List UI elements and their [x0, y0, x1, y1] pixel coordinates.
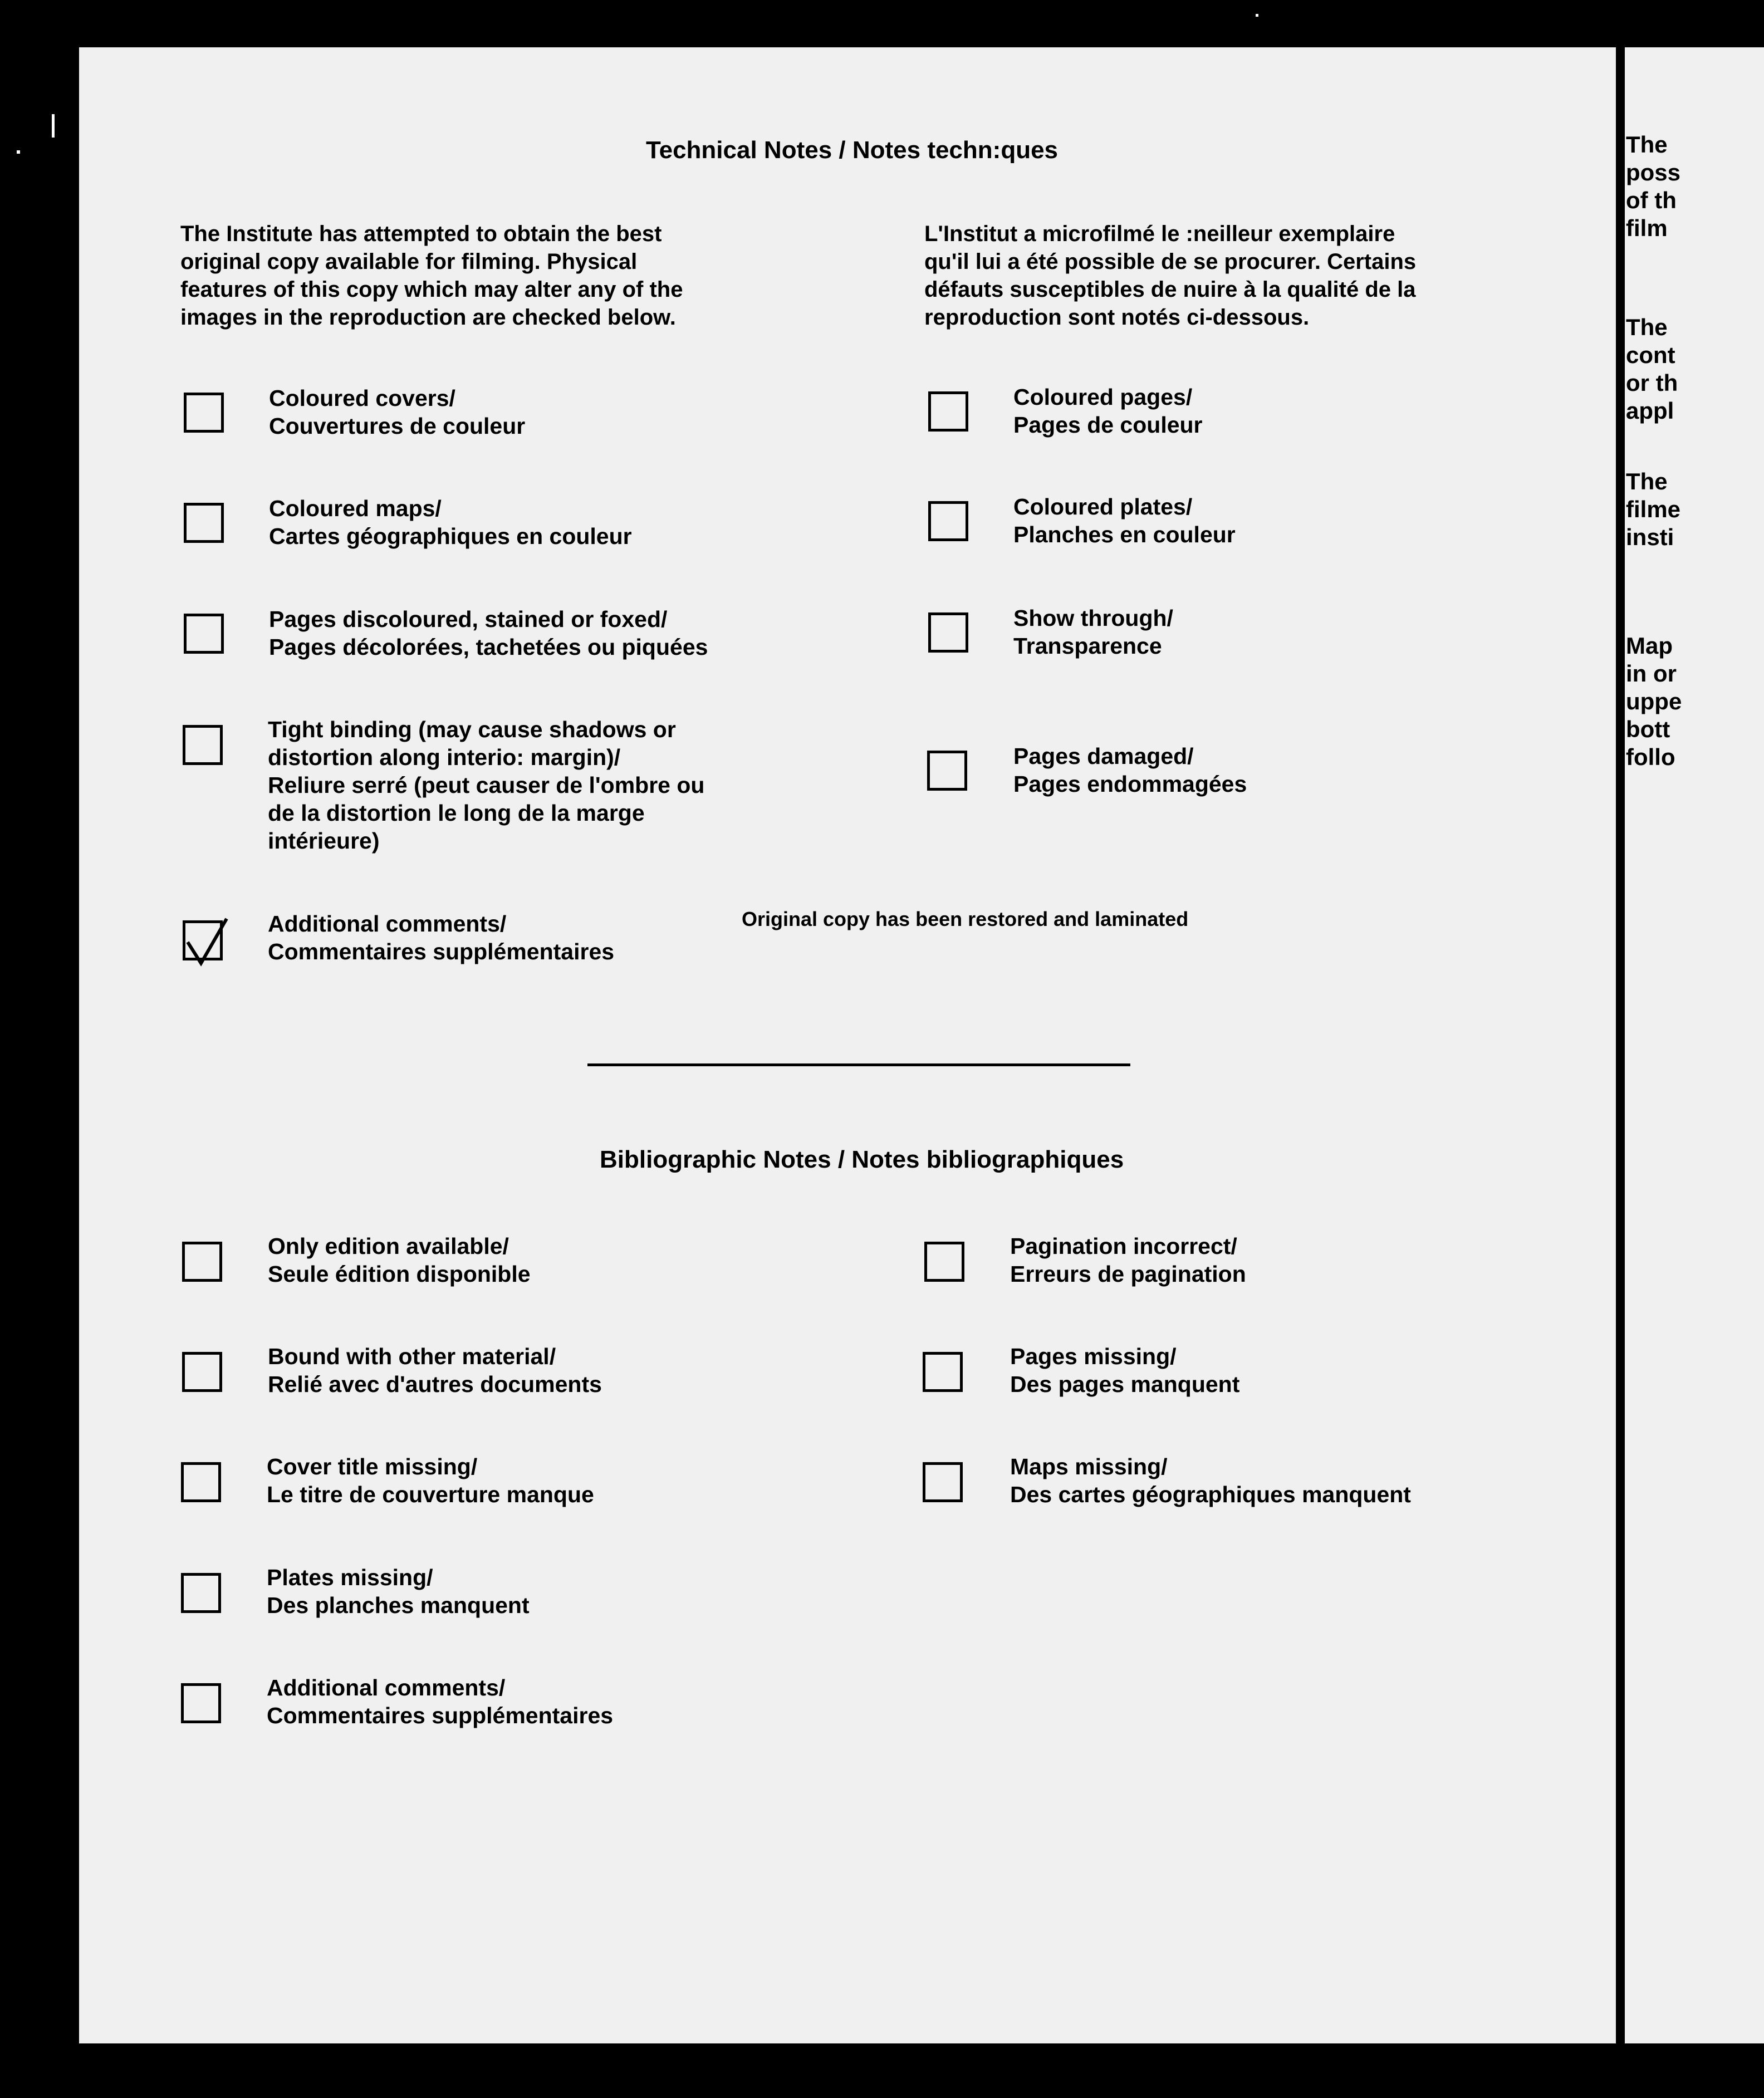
technical-intro-french: L'Institut a microfilmé le :neilleur exemplaire qu'il lui a été possible de se procurer. Certains défauts susceptibles de nuire à la qualité de la reproduction sont notés ci-dessous.	[924, 222, 1417, 330]
strip-paragraph-4: Map in or uppe bott follo	[1626, 633, 1682, 770]
strip-paragraph-2: The cont or th appl	[1626, 314, 1678, 424]
section-divider	[587, 1063, 1130, 1066]
pages-missing-checkbox[interactable]	[923, 1352, 963, 1392]
bibliographic-notes-heading: Bibliographic Notes / Notes bibliographiques	[600, 1146, 1124, 1173]
strip-paragraph-3: The filme insti	[1626, 468, 1681, 550]
film-speck	[1256, 14, 1258, 17]
additional-comments-bibliographic-label: Additional comments/ Commentaires supplémentaires	[267, 1675, 614, 1728]
pages-damaged-checkbox[interactable]	[927, 751, 967, 791]
bound-with-label: Bound with other material/ Relié avec d'autres documents	[268, 1344, 602, 1397]
show-through-label: Show through/ Transparence	[1013, 605, 1173, 659]
film-speck	[17, 150, 20, 154]
adjacent-page-strip	[1625, 47, 1764, 2043]
additional-comments-text: Original copy has been restored and laminated	[742, 908, 1189, 930]
coloured-maps-label: Coloured maps/ Cartes géographiques en couleur	[269, 496, 632, 549]
pages-damaged-label: Pages damaged/ Pages endommagées	[1013, 743, 1247, 797]
pages-discoloured-checkbox[interactable]	[184, 614, 224, 654]
coloured-pages-label: Coloured pages/ Pages de couleur	[1013, 384, 1203, 438]
technical-notes-heading: Technical Notes / Notes techn:ques	[646, 136, 1059, 164]
tight-binding-checkbox[interactable]	[183, 725, 223, 765]
filming-notes-page	[79, 47, 1616, 2043]
coloured-maps-checkbox[interactable]	[184, 503, 224, 543]
cover-title-missing-label: Cover title missing/ Le titre de couverture manque	[267, 1454, 594, 1507]
only-edition-label: Only edition available/ Seule édition disponible	[268, 1233, 531, 1287]
coloured-plates-checkbox[interactable]	[928, 501, 968, 541]
coloured-covers-checkbox[interactable]	[184, 393, 224, 433]
maps-missing-label: Maps missing/ Des cartes géographiques manquent	[1010, 1454, 1411, 1507]
strip-paragraph-1: The poss of th film	[1626, 131, 1681, 241]
additional-comments-technical-label: Additional comments/ Commentaires supplémentaires	[268, 911, 615, 964]
coloured-covers-label: Coloured covers/ Couvertures de couleur	[269, 385, 526, 439]
plates-missing-checkbox[interactable]	[181, 1573, 221, 1613]
pages-discoloured-label: Pages discoloured, stained or foxed/ Pages décolorées, tachetées ou piquées	[269, 606, 708, 660]
additional-comments-technical-checkbox[interactable]	[183, 920, 223, 960]
pagination-incorrect-label: Pagination incorrect/ Erreurs de pagination	[1010, 1233, 1246, 1287]
bound-with-checkbox[interactable]	[182, 1352, 222, 1392]
technical-intro-english: The Institute has attempted to obtain the best original copy available for filming. Physical features of this copy which may alter any of the images in the reproduction are checked below.	[180, 222, 683, 330]
coloured-plates-label: Coloured plates/ Planches en couleur	[1013, 494, 1236, 547]
maps-missing-checkbox[interactable]	[923, 1462, 963, 1502]
only-edition-checkbox[interactable]	[182, 1242, 222, 1282]
pages-missing-label: Pages missing/ Des pages manquent	[1010, 1344, 1240, 1397]
cover-title-missing-checkbox[interactable]	[181, 1462, 221, 1502]
pagination-incorrect-checkbox[interactable]	[924, 1242, 964, 1282]
coloured-pages-checkbox[interactable]	[928, 391, 968, 432]
tight-binding-label: Tight binding (may cause shadows or distortion along interio: margin)/ Reliure serré (peut causer de l'ombre ou de la distortion le long de la marge intérieure)	[268, 717, 705, 854]
show-through-checkbox[interactable]	[928, 612, 968, 653]
film-speck	[52, 114, 55, 138]
checkmark-icon	[185, 920, 226, 967]
additional-comments-bibliographic-checkbox[interactable]	[181, 1683, 221, 1723]
plates-missing-label: Plates missing/ Des planches manquent	[267, 1565, 530, 1618]
